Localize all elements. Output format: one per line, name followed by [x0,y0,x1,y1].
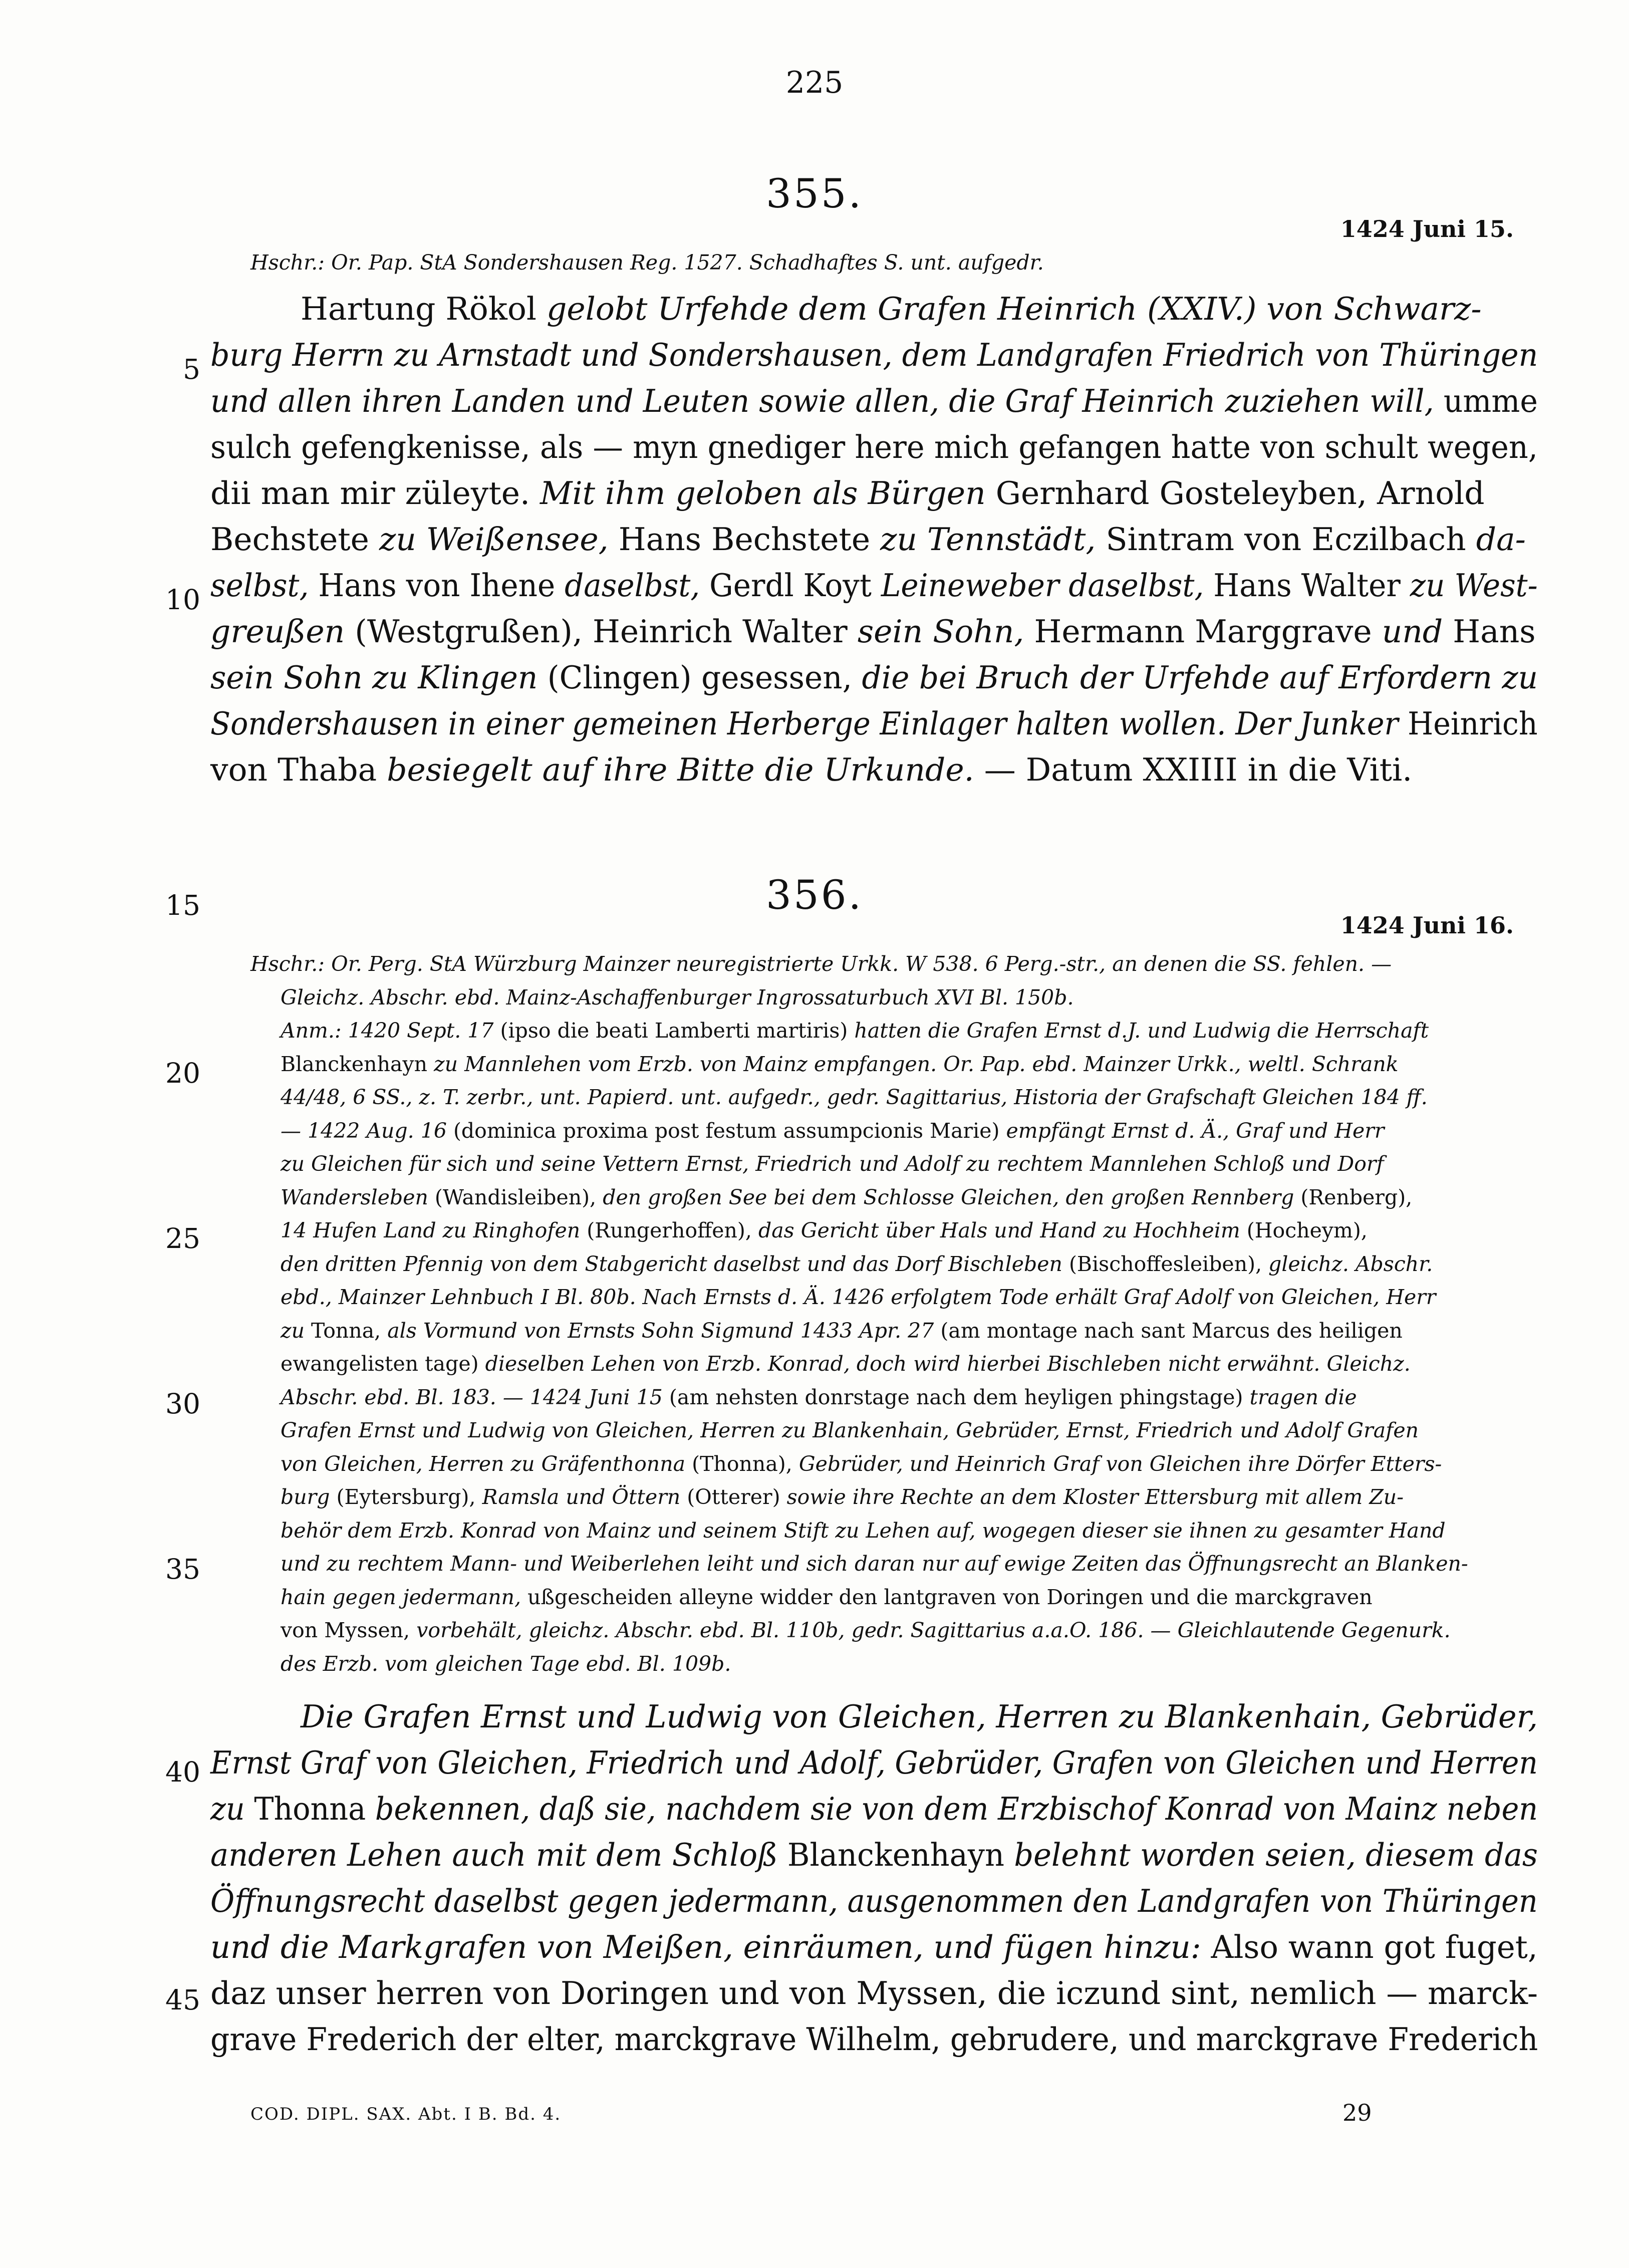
text-line [210,429,1538,465]
note-line [281,1552,1468,1576]
text-run: sulch gefengkenisse, als — myn gnediger here mich gefangen hatte von schult wegen, [210,429,1538,465]
text-line [301,1698,1538,1735]
text-run: Thonna [254,1791,375,1827]
italic-run: den großen See bei dem Schlosse Gleichen, den großen Rennberg [603,1185,1301,1209]
italic-run: tragen die [1249,1385,1357,1409]
text-run: Hans Walter [1213,567,1410,604]
italic-run: behör dem Erzb. Konrad von Mainz und seinem Stift zu Lehen auf, wogegen dieser sie ihnen zu gesamter Hand [281,1518,1446,1543]
note-line [281,1119,1385,1143]
italic-run: Mit ihm geloben als Bürgen [540,475,996,512]
text-run: umme [1443,383,1538,419]
italic-run: burg Herrn zu Arnstadt und Sondershausen, dem Landgrafen Friedrich von Thüringen [210,337,1538,373]
italic-run: da- [1476,521,1526,558]
text-line [210,1883,1538,1919]
text-line [210,659,1538,696]
text-run: Hans Bechstete [618,521,881,558]
text-run: Sintram von Eczilbach [1106,521,1476,558]
italic-run: bekennen, daß sie, nachdem sie von dem Erzbischof Konrad von Mainz neben [375,1791,1538,1827]
text-run: daz unser herren von Doringen und von Myssen, die iczund sint, nemlich — marck- [210,1975,1538,2011]
text-run: Hans [1453,613,1536,650]
italic-run: hain gegen jedermann, [281,1585,528,1609]
line-number: 10 [165,584,200,616]
note-line [281,1052,1399,1076]
text-run: (am nehsten donrstage nach dem heyligen phingstage) [669,1385,1250,1409]
italic-run: empfängt Ernst d. Ä., Graf und Herr [1006,1118,1385,1143]
italic-run: hatten die Grafen Ernst d.J. und Ludwig die Herrschaft [854,1019,1429,1043]
text-run: — Datum XXIIII in die Viti. [984,751,1413,788]
italic-run: gelobt Urfehde dem Grafen Heinrich (XXIV.) von Schwarz- [547,291,1482,327]
document-date: 1424 Juni 15. [1340,215,1514,242]
italic-run: sein Sohn, [857,613,1034,650]
note-line [281,985,1074,1010]
italic-run: Leineweber daselbst, [881,567,1214,604]
line-number: 20 [165,1057,200,1089]
text-run: von Myssen, [281,1618,417,1642]
text-run: (am montage nach sant Marcus des heiligen [940,1318,1403,1343]
line-number: 40 [165,1756,200,1788]
italic-run: zu [210,1791,254,1827]
italic-run: 14 Hufen Land zu Ringhofen [281,1218,587,1242]
italic-run: ebd., Mainzer Lehnbuch I Bl. 80b. Nach Ernsts d. Ä. 1426 erfolgtem Tode erhält Graf Adolf von Gleichen, Herr [281,1285,1436,1309]
text-line [210,705,1538,742]
source-note: Hschr.: Or. Pap. StA Sondershausen Reg. 1527. Schadhaftes S. unt. aufgedr. [250,250,1044,275]
note-line [281,1519,1446,1543]
text-run: ewangelisten tage) [281,1352,485,1376]
text-run: (Bischoffesleiben), [1068,1251,1269,1276]
italic-run: sowie ihre Rechte an dem Kloster Ettersburg mit allem Zu- [786,1485,1404,1509]
note-line [281,1652,731,1676]
italic-run: und allen ihren Landen und Leuten sowie allen, die Graf Heinrich zuziehen will, [210,383,1444,419]
italic-run: Ernst Graf von Gleichen, Friedrich und Adolf, Gebrüder, Grafen von Gleichen und Herren [210,1744,1538,1781]
text-run: Tonna, [311,1318,388,1343]
italic-run: zu Weißensee, [379,521,619,558]
text-run: Gerdl Koyt [709,567,881,604]
text-run: Heinrich [1408,705,1538,742]
text-run: Gernhard Gosteleyben, Arnold [995,475,1485,512]
note-line [281,1585,1373,1609]
text-run: (Eytersburg), [336,1485,482,1509]
italic-run: das Gericht über Hals und Hand zu Hochheim [758,1218,1247,1242]
text-run: von Thaba [210,751,387,788]
document-date: 1424 Juni 16. [1340,912,1514,939]
page-number: 225 [785,65,844,100]
text-run: (Otterer) [687,1485,787,1509]
italic-run: zu Tennstädt, [880,521,1106,558]
italic-run: Sondershausen in einer gemeinen Herberge Einlager halten wollen. Der Junker [210,705,1408,742]
italic-run: sein Sohn zu Klingen [210,659,548,696]
italic-run: anderen Lehen auch mit dem Schloß [210,1837,787,1873]
note-line [281,1152,1384,1176]
note-line [281,1218,1368,1242]
italic-run: des Erzb. vom gleichen Tage ebd. Bl. 109b. [281,1651,731,1676]
italic-run: besiegelt auf ihre Bitte die Urkunde. [387,751,984,788]
note-line [250,952,1392,976]
italic-run: Öffnungsrecht daselbst gegen jedermann, ausgenommen den Landgrafen von Thüringen [210,1883,1538,1919]
note-line [281,1019,1429,1043]
italic-run: Grafen Ernst und Ludwig von Gleichen, Herren zu Blankenhain, Gebrüder, Ernst, Friedrich und Adolf Grafen [281,1418,1419,1442]
italic-run: greußen [210,613,355,650]
line-number: 45 [165,1984,200,2016]
text-line [210,1744,1538,1781]
text-run: Hartung Rökol [301,291,547,327]
note-line [281,1319,1403,1343]
italic-run: Hschr.: Or. Perg. StA Würzburg Mainzer neuregistrierte Urkk. W 538. 6 Perg.-str., an denen die SS. fehlen. — [250,952,1392,976]
text-line [210,383,1538,419]
text-line [210,751,1412,788]
text-run: (ipso die beati Lamberti martiris) [500,1019,855,1043]
italic-run: Gleichz. Abschr. ebd. Mainz-Aschaffenburger Ingrossaturbuch XVI Bl. 150b. [281,985,1074,1010]
sheet-number: 29 [1342,2099,1372,2126]
note-line [281,1485,1404,1509]
text-run: Hans von Ihene [318,567,565,604]
text-run: grave Frederich der elter, marckgrave Wilhelm, gebrudere, und marckgrave Frederich [210,2021,1538,2058]
italic-run: vorbehält, gleichz. Abschr. ebd. Bl. 110b, gedr. Sagittarius a.a.O. 186. — Gleichlautende Gegenurk. [416,1618,1451,1642]
line-number: 15 [165,889,200,921]
note-line [281,1618,1451,1642]
document-number: 356. [765,872,864,918]
italic-run: Ramsla und Öttern [482,1485,687,1509]
italic-run: 44/48, 6 SS., z. T. zerbr., unt. Papierd. unt. aufgedr., gedr. Sagittarius, Historia der Grafschaft Gleichen 184 ff. [281,1085,1428,1109]
text-run: Also wann got fuget, [1211,1929,1538,1965]
text-run: (dominica proxima post festum assumpcionis Marie) [453,1118,1006,1143]
italic-run: die bei Bruch der Urfehde auf Erfordern zu [862,659,1538,696]
text-run: ußgescheiden alleyne widder den lantgraven von Doringen und die marckgraven [527,1585,1373,1609]
text-run: (Thonna), [692,1451,799,1476]
note-line [281,1352,1411,1376]
note-line [281,1085,1428,1109]
text-line [210,1791,1538,1827]
italic-run: zu Gleichen für sich und seine Vettern Ernst, Friedrich und Adolf zu rechtem Mannlehen Schloß und Dorf [281,1152,1384,1176]
text-line [210,567,1538,604]
italic-run: und [1382,613,1453,650]
italic-run: den dritten Pfennig von dem Stabgericht daselbst und das Dorf Bischleben [281,1251,1069,1276]
note-line [281,1252,1433,1276]
text-line [210,2021,1538,2058]
text-line [210,521,1526,558]
note-line [281,1452,1442,1476]
text-run: Bechstete [210,521,379,558]
text-run: Hermann Marggrave [1034,613,1382,650]
text-run: (Hocheym), [1246,1218,1368,1242]
text-run: (Clingen) gesessen, [547,659,862,696]
document-number: 355. [765,170,864,217]
text-run: (Westgrußen), Heinrich Walter [355,613,858,650]
line-number: 5 [183,353,200,385]
text-run: (Wandisleiben), [434,1185,603,1209]
italic-run: und zu rechtem Mann- und Weiberlehen leiht und sich daran nur auf ewige Zeiten das Öffnungsrecht an Blanken- [281,1552,1468,1576]
text-run: (Rungerhoffen), [587,1218,758,1242]
italic-run: — 1422 Aug. 16 [281,1118,453,1143]
line-number: 25 [165,1222,200,1254]
text-line [210,1929,1538,1965]
italic-run: von Gleichen, Herren zu Gräfenthonna [281,1451,692,1476]
italic-run: Die Grafen Ernst und Ludwig von Gleichen, Herren zu Blankenhain, Gebrüder, [301,1698,1538,1735]
note-line [281,1385,1357,1409]
italic-run: Anm.: 1420 Sept. 17 [281,1019,500,1043]
italic-run: Abschr. ebd. Bl. 183. — 1424 Juni 15 [281,1385,669,1409]
text-run: Blanckenhayn [281,1052,434,1076]
italic-run: belehnt worden seien, diesem das [1014,1837,1538,1873]
italic-run: selbst, [210,567,319,604]
italic-run: als Vormund von Ernsts Sohn Sigmund 1433 Apr. 27 [387,1318,941,1343]
italic-run: zu Mannlehen vom Erzb. von Mainz empfangen. Or. Pap. ebd. Mainzer Urkk., weltl. Schrank [434,1052,1399,1076]
italic-run: Wandersleben [281,1185,435,1209]
text-line [301,291,1482,327]
text-run: (Renberg), [1300,1185,1413,1209]
italic-run: daselbst, [565,567,710,604]
text-line [210,613,1536,650]
italic-run: zu [281,1318,312,1343]
line-number: 30 [165,1388,200,1420]
italic-run: und die Markgrafen von Meißen, einräumen, und fügen hinzu: [210,1929,1211,1965]
italic-run: zu West- [1410,567,1538,604]
text-line [210,1975,1538,2011]
text-line [210,337,1538,373]
italic-run: Gebrüder, und Heinrich Graf von Gleichen ihre Dörfer Etters- [798,1451,1442,1476]
note-line [281,1185,1412,1209]
note-line [281,1418,1419,1442]
text-line [210,1837,1538,1873]
note-line [281,1285,1436,1309]
text-run: Blanckenhayn [787,1837,1014,1873]
volume-signature: COD. DIPL. SAX. Abt. I B. Bd. 4. [250,2104,562,2124]
text-line [210,475,1485,512]
line-number: 35 [165,1553,200,1585]
text-run: dii man mir züleyte. [210,475,540,512]
italic-run: gleichz. Abschr. [1268,1251,1433,1276]
italic-run: burg [281,1485,337,1509]
italic-run: dieselben Lehen von Erzb. Konrad, doch wird hierbei Bischleben nicht erwähnt. Gleichz. [485,1352,1411,1376]
